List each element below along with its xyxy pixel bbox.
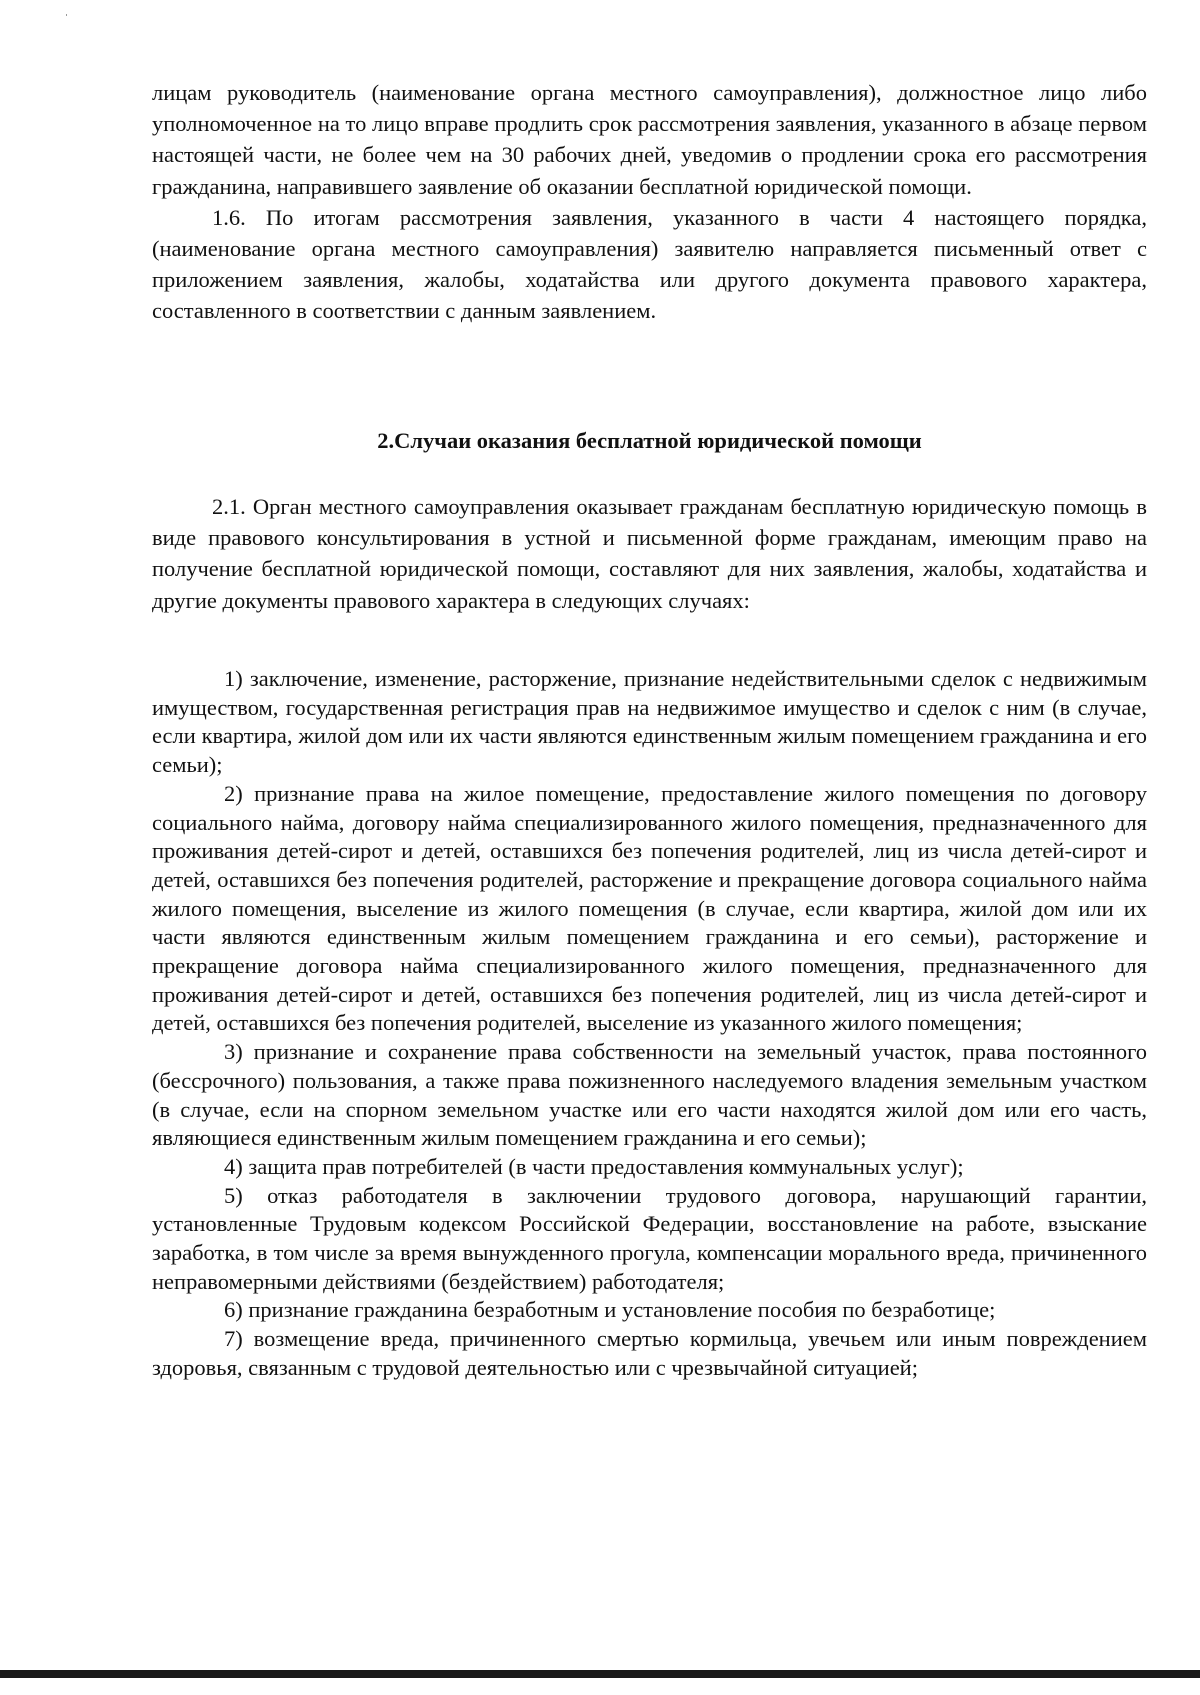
case-item: 6) признание гражданина безработным и установление пособия по безработице;	[224, 1297, 996, 1323]
intro-block	[152, 491, 1147, 616]
section-heading: 2.Случаи оказания бесплатной юридической помощи	[377, 428, 922, 453]
case-item: 3) признание и сохранение права собственности на земельный участок, права постоянного (бессрочного) пользования, а также права пожизненного наследуемого владения земельным участком (в случае, если на спорном земельном участке или его части находятся жилой дом или его часть, являющиеся единственным жилым помещением гражданина и его семьи);	[152, 1039, 1147, 1151]
case-item: 7) возмещение вреда, причиненного смертью кормильца, увечьем или иным повреждением здоровья, связанным с трудовой деятельностью или с чрезвычайной ситуацией;	[152, 1326, 1147, 1380]
case-item: 5) отказ работодателя в заключении трудового договора, нарушающий гарантии, установленные Трудовым кодексом Российской Федерации, восстановление на работе, взыскание заработка, в том числе за время вынужденного прогула, компенсации морального вреда, причиненного неправомерными действиями (бездействием) работодателя;	[152, 1182, 1147, 1294]
case-item: 4) защита прав потребителей (в части предоставления коммунальных услуг);	[224, 1153, 964, 1179]
top-text-block	[152, 77, 1147, 327]
case-item: 1) заключение, изменение, расторжение, признание недействительными сделок с недвижимым имуществом, государственная регистрация прав на недвижимое имущество и сделок с ним (в случае, если квартира, жилой дом или их части являются единственным жилым помещением гражданина и его семьи);	[152, 666, 1147, 778]
cases-list	[152, 665, 1147, 1383]
case-item: 2) признание права на жилое помещение, предоставление жилого помещения по договору социального найма, договору найма специализированного жилого помещения, предназначенного для проживания детей-сирот и детей, оставшихся без попечения родителей, лиц из числа детей-сирот и детей, оставшихся без попечения родителей, расторжение и прекращение договора социального найма жилого помещения, выселение из жилого помещения (в случае, если квартира, жилой дом или их части являются единственным жилым помещением гражданина и его семьи), расторжение и прекращение договора найма специализированного жилого помещения, предназначенного для проживания детей-сирот и детей, оставшихся без попечения родителей, лиц из числа детей-сирот и детей, оставшихся без попечения родителей, выселение из указанного жилого помещения;	[152, 780, 1147, 1036]
paragraph-continuation: лицам руководитель (наименование органа местного самоуправления), должностное лицо либо уполномоченное на то лицо вправе продлить срок рассмотрения заявления, указанного в абзаце первом настоящей части, не более чем на 30 рабочих дней, уведомив о продлении срока его рассмотрения гражданина, направившего заявление об оказании бесплатной юридической помощи.	[152, 80, 1147, 199]
scan-speck	[66, 14, 67, 16]
paragraph-1-6: 1.6. По итогам рассмотрения заявления, указанного в части 4 настоящего порядка, (наименование органа местного самоуправления) заявителю направляется письменный ответ с приложением заявления, жалобы, ходатайства или другого документа правового характера, составленного в соответствии с данным заявлением.	[152, 204, 1147, 324]
footer-rule	[0, 1670, 1200, 1678]
paragraph-2-1: 2.1. Орган местного самоуправления оказывает гражданам бесплатную юридическую помощь в виде правового консультирования в устной и письменной форме гражданам, имеющим право на получение бесплатной юридической помощи, составляют для них заявления, жалобы, ходатайства и другие документы правового характера в следующих случаях:	[152, 494, 1147, 613]
